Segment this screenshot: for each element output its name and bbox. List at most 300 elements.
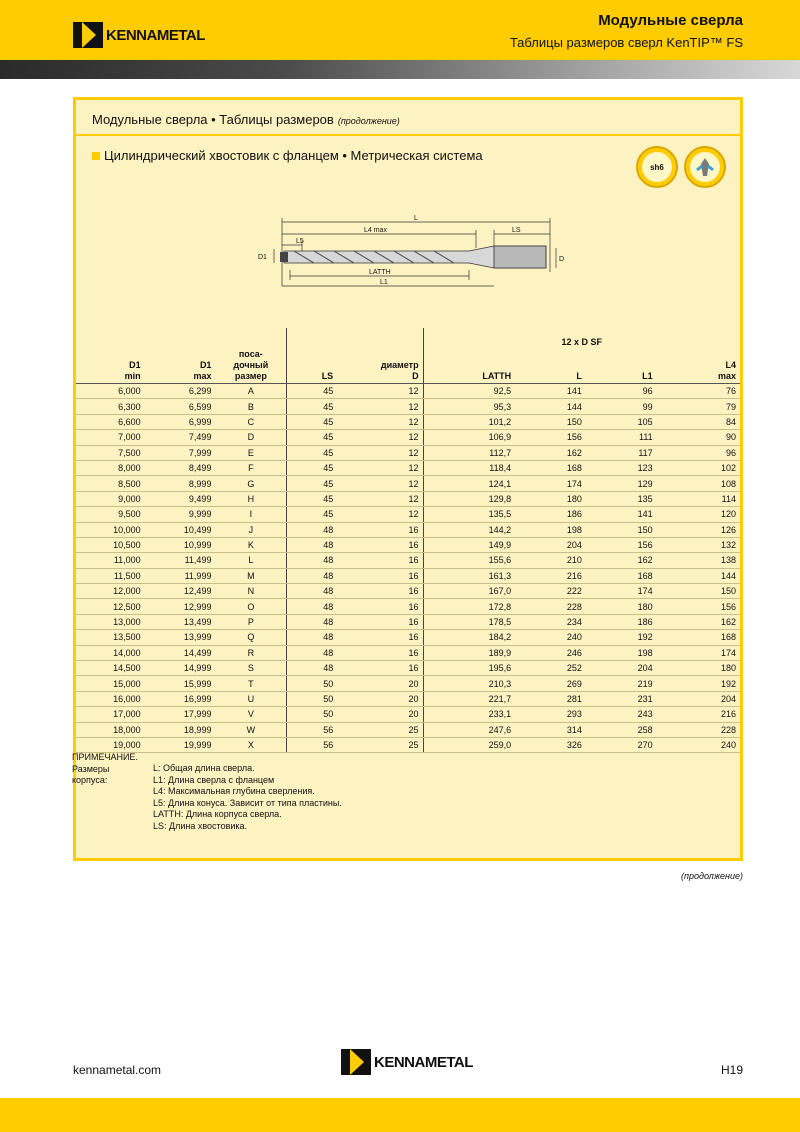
table-cell: 129 (586, 476, 657, 491)
table-cell: 314 (515, 722, 586, 737)
table-cell: U (215, 691, 286, 706)
table-cell: 111 (586, 430, 657, 445)
table-cell: 228 (657, 722, 740, 737)
table-cell: 92,5 (423, 384, 515, 399)
column-header-top: диаметр (380, 360, 419, 370)
table-cell: 7,999 (145, 445, 216, 460)
table-cell: 293 (515, 707, 586, 722)
table-cell: 20 (337, 676, 423, 691)
table-cell: 204 (515, 537, 586, 552)
table-row (76, 707, 740, 722)
logo-text: KENNAMETAL (374, 1053, 473, 1071)
table-cell: 18,000 (76, 722, 145, 737)
table-cell: E (215, 445, 286, 460)
table-cell: 20 (337, 691, 423, 706)
table-cell: 12,499 (145, 584, 216, 599)
table-cell: 45 (287, 384, 337, 399)
table-cell: 48 (287, 614, 337, 629)
table-cell: 198 (515, 522, 586, 537)
table-cell: 7,500 (76, 445, 145, 460)
table-cell: 326 (515, 737, 586, 752)
table-cell: 6,000 (76, 384, 145, 399)
table-cell: 11,000 (76, 553, 145, 568)
table-cell: 16 (337, 584, 423, 599)
table-cell: 12 (337, 430, 423, 445)
table-row (76, 399, 740, 414)
table-cell: 16,000 (76, 691, 145, 706)
table-row (76, 507, 740, 522)
table-cell: 13,500 (76, 630, 145, 645)
table-cell: 281 (515, 691, 586, 706)
table-cell: 14,499 (145, 645, 216, 660)
dim-L1: L1 (380, 279, 388, 286)
table-cell: 156 (515, 430, 586, 445)
table-cell: 192 (657, 676, 740, 691)
header-stripe (0, 60, 800, 79)
column-header-bottom: L (576, 371, 582, 381)
table-row (76, 614, 740, 629)
table-cell: 168 (586, 568, 657, 583)
table-row (76, 430, 740, 445)
table-cell: 180 (657, 661, 740, 676)
table-cell: 204 (586, 661, 657, 676)
footer-url[interactable]: kennametal.com (73, 1063, 162, 1077)
table-cell: 259,0 (423, 737, 515, 752)
table-cell: 162 (515, 445, 586, 460)
table-cell: 258 (586, 722, 657, 737)
badges (636, 146, 726, 188)
table-row (76, 661, 740, 676)
table-cell: 101,2 (423, 414, 515, 429)
column-header-bottom: LS (321, 371, 334, 381)
column-header (287, 349, 337, 384)
table-cell: 12,000 (76, 584, 145, 599)
table-cell: 114 (657, 491, 740, 506)
table-cell: 156 (657, 599, 740, 614)
logo-mark-icon (73, 22, 103, 48)
table-cell: 167,0 (423, 584, 515, 599)
table-cell: 243 (586, 707, 657, 722)
table-cell: 102 (657, 460, 740, 475)
coolant-through-badge-icon (684, 146, 726, 188)
table-row (76, 737, 740, 752)
table-cell: 11,500 (76, 568, 145, 583)
table-cell: 204 (657, 691, 740, 706)
table-cell: 162 (657, 614, 740, 629)
table-cell: 16 (337, 614, 423, 629)
table-cell: 6,299 (145, 384, 216, 399)
table-cell: 16 (337, 553, 423, 568)
table-cell: 216 (515, 568, 586, 583)
dim-L5: L5 (296, 238, 304, 245)
section-title (92, 148, 483, 163)
table-cell: 16 (337, 630, 423, 645)
table-cell: 6,599 (145, 399, 216, 414)
table-cell: 45 (287, 414, 337, 429)
panel-title (92, 112, 400, 127)
table-cell: 84 (657, 414, 740, 429)
table-cell: 222 (515, 584, 586, 599)
table-cell: 240 (657, 737, 740, 752)
column-header (586, 349, 657, 384)
table-cell: 112,7 (423, 445, 515, 460)
table-cell: 186 (586, 614, 657, 629)
table-cell: 270 (586, 737, 657, 752)
table-cell: 50 (287, 691, 337, 706)
table-cell: 168 (515, 460, 586, 475)
table-cell: 156 (586, 537, 657, 552)
table-cell: T (215, 676, 286, 691)
column-header-bottom: min (124, 371, 141, 381)
table-cell: 25 (337, 737, 423, 752)
column-header-top: D1 (199, 360, 212, 370)
table-cell: 186 (515, 507, 586, 522)
table-cell: 45 (287, 460, 337, 475)
table-cell: C (215, 414, 286, 429)
table-cell: 48 (287, 537, 337, 552)
column-header (337, 349, 423, 384)
table-cell: 150 (515, 414, 586, 429)
table-row (76, 645, 740, 660)
table-cell: 6,600 (76, 414, 145, 429)
table-cell: 149,9 (423, 537, 515, 552)
note-lines (153, 763, 342, 832)
table-cell: 48 (287, 584, 337, 599)
table-cell: 99 (586, 399, 657, 414)
table-cell: B (215, 399, 286, 414)
footer-logo (341, 1049, 473, 1075)
table-cell: 48 (287, 553, 337, 568)
table-cell: F (215, 460, 286, 475)
table-row (76, 722, 740, 737)
table-cell: 16 (337, 599, 423, 614)
logo-mark-icon (341, 1049, 371, 1075)
note-line: L: Общая длина сверла. (153, 763, 255, 773)
table-cell: 48 (287, 661, 337, 676)
table-cell: I (215, 507, 286, 522)
table-cell: 15,000 (76, 676, 145, 691)
column-header-top: D1 (129, 360, 141, 370)
table-cell: 9,499 (145, 491, 216, 506)
column-header-top: поса- дочный (233, 349, 269, 370)
table-cell: 168 (657, 630, 740, 645)
table-cell: 198 (586, 645, 657, 660)
table-cell: 129,8 (423, 491, 515, 506)
column-header-bottom: размер (234, 371, 267, 381)
table-cell: 216 (657, 707, 740, 722)
table-cell: V (215, 707, 286, 722)
table-cell: 240 (515, 630, 586, 645)
table-cell: M (215, 568, 286, 583)
column-header (145, 349, 216, 384)
table-cell: 155,6 (423, 553, 515, 568)
drill-diagram (254, 212, 564, 296)
table-cell: 6,999 (145, 414, 216, 429)
column-header-bottom: max (717, 371, 736, 381)
note-line: L5: Длина конуса. Зависит от типа пластины. (153, 797, 342, 808)
column-header (215, 349, 286, 384)
note-line: LS: Длина хвостовика. (153, 820, 248, 831)
table-cell: 45 (287, 507, 337, 522)
dim-L4: L4 max (364, 227, 387, 234)
table-row (76, 568, 740, 583)
panel-title-note: (продолжение) (337, 116, 400, 126)
bullet-square-icon (92, 152, 100, 160)
table-cell: 144 (515, 399, 586, 414)
table-cell: 79 (657, 399, 740, 414)
table-cell: 6,300 (76, 399, 145, 414)
table-cell: 150 (657, 584, 740, 599)
table-cell: 48 (287, 645, 337, 660)
table-cell: 106,9 (423, 430, 515, 445)
table-row (76, 460, 740, 475)
header-title: Модульные сверла (598, 12, 743, 29)
table-cell: 19,000 (76, 737, 145, 752)
badge-label: sh6 (650, 162, 664, 172)
table-cell: 219 (586, 676, 657, 691)
table-cell: 90 (657, 430, 740, 445)
table-cell: 17,999 (145, 707, 216, 722)
table-cell: 10,499 (145, 522, 216, 537)
column-header-top: L4 (725, 360, 736, 370)
table-cell: 16 (337, 522, 423, 537)
table-cell: P (215, 614, 286, 629)
column-header-bottom: LATTH (482, 371, 512, 381)
note-line: L1: Длина сверла с фланцем (153, 774, 275, 785)
table-cell: 48 (287, 630, 337, 645)
table-cell: 13,499 (145, 614, 216, 629)
table-cell: 56 (287, 737, 337, 752)
table-cell: 14,999 (145, 661, 216, 676)
section-title-text: Цилиндрический хвостовик с фланцем • Метрическая система (104, 148, 483, 163)
dim-D: D (559, 256, 564, 263)
table-cell: 14,500 (76, 661, 145, 676)
column-header (423, 349, 515, 384)
table-cell: 192 (586, 630, 657, 645)
table-cell: 141 (586, 507, 657, 522)
table-cell: 174 (657, 645, 740, 660)
table-cell: 48 (287, 568, 337, 583)
table-cell: 234 (515, 614, 586, 629)
table-cell: 11,999 (145, 568, 216, 583)
table-cell: 11,499 (145, 553, 216, 568)
table-cell: A (215, 384, 286, 399)
table-cell: 210 (515, 553, 586, 568)
table-cell: 16,999 (145, 691, 216, 706)
table-cell: 16 (337, 661, 423, 676)
table-cell: N (215, 584, 286, 599)
table-cell: 138 (657, 553, 740, 568)
table-group-header-row (76, 328, 740, 349)
table-cell: 8,000 (76, 460, 145, 475)
table-row (76, 676, 740, 691)
table-cell: 13,999 (145, 630, 216, 645)
table-cell: 108 (657, 476, 740, 491)
table-cell: 16 (337, 645, 423, 660)
table-cell: 233,1 (423, 707, 515, 722)
table-cell: 12 (337, 507, 423, 522)
column-header-bottom: max (193, 371, 212, 381)
table-row (76, 553, 740, 568)
table-cell: H (215, 491, 286, 506)
table-row (76, 414, 740, 429)
table-cell: Q (215, 630, 286, 645)
table-row (76, 599, 740, 614)
table-cell: 56 (287, 722, 337, 737)
table-cell: 45 (287, 491, 337, 506)
table-cell: 13,000 (76, 614, 145, 629)
table-cell: 7,000 (76, 430, 145, 445)
table-cell: 135,5 (423, 507, 515, 522)
table-cell: 135 (586, 491, 657, 506)
column-header-bottom: D (412, 371, 419, 381)
table-cell: D (215, 430, 286, 445)
table-cell: 17,000 (76, 707, 145, 722)
table-cell: K (215, 537, 286, 552)
table-cell: 45 (287, 430, 337, 445)
table-cell: 8,999 (145, 476, 216, 491)
table-cell: O (215, 599, 286, 614)
footer-bar (0, 1098, 800, 1132)
page-number: H19 (720, 1063, 743, 1077)
table-cell: 12 (337, 384, 423, 399)
table-cell: 172,8 (423, 599, 515, 614)
table-cell: 141 (515, 384, 586, 399)
table-cell: 12 (337, 491, 423, 506)
table-cell: 48 (287, 599, 337, 614)
table-cell: 10,999 (145, 537, 216, 552)
table-cell: 180 (515, 491, 586, 506)
table-cell: 16 (337, 537, 423, 552)
table-cell: 150 (586, 522, 657, 537)
table-cell: 25 (337, 722, 423, 737)
table-row (76, 491, 740, 506)
note-line: L4: Максимальная глубина сверления. (153, 786, 315, 796)
table-cell: 174 (586, 584, 657, 599)
dim-L: L (414, 215, 418, 222)
table-cell: 12,500 (76, 599, 145, 614)
table-cell: 15,999 (145, 676, 216, 691)
table-cell: J (215, 522, 286, 537)
table-row (76, 630, 740, 645)
table-cell: 50 (287, 676, 337, 691)
table-cell: 231 (586, 691, 657, 706)
table-cell: 117 (586, 445, 657, 460)
table-row (76, 445, 740, 460)
dimensions-table (76, 328, 740, 753)
table-cell: 105 (586, 414, 657, 429)
table-cell: 126 (657, 522, 740, 537)
table-cell: 144 (657, 568, 740, 583)
table-cell: S (215, 661, 286, 676)
content-panel (73, 97, 743, 861)
table-row (76, 691, 740, 706)
table-row (76, 537, 740, 552)
table-cell: 180 (586, 599, 657, 614)
table-cell: 123 (586, 460, 657, 475)
table-cell: 189,9 (423, 645, 515, 660)
table-cell: 161,3 (423, 568, 515, 583)
table-cell: 269 (515, 676, 586, 691)
table-cell: 9,500 (76, 507, 145, 522)
continued-note: (продолжение) (681, 871, 743, 881)
table-cell: 16 (337, 568, 423, 583)
table-cell: 96 (657, 445, 740, 460)
group-header: 12 x D SF (423, 328, 740, 349)
table-row (76, 584, 740, 599)
table-cell: 178,5 (423, 614, 515, 629)
dim-LATTH: LATTH (369, 269, 391, 276)
table-cell: 14,000 (76, 645, 145, 660)
table-cell: 45 (287, 399, 337, 414)
table-row (76, 476, 740, 491)
table-header-row (76, 349, 740, 384)
table-cell: 132 (657, 537, 740, 552)
table-body (76, 384, 740, 753)
table-row (76, 522, 740, 537)
logo-text: KENNAMETAL (106, 26, 205, 44)
panel-title-text: Модульные сверла • Таблицы размеров (92, 112, 334, 127)
table-cell: 252 (515, 661, 586, 676)
table-cell: 247,6 (423, 722, 515, 737)
table-cell: 96 (586, 384, 657, 399)
table-cell: 10,500 (76, 537, 145, 552)
table-cell: 221,7 (423, 691, 515, 706)
table-cell: 45 (287, 476, 337, 491)
table-cell: 20 (337, 707, 423, 722)
table-cell: 12 (337, 445, 423, 460)
table-cell: 12 (337, 460, 423, 475)
table-cell: 8,500 (76, 476, 145, 491)
table-cell: 162 (586, 553, 657, 568)
table-cell: 18,999 (145, 722, 216, 737)
panel-header (76, 100, 740, 136)
table-cell: 144,2 (423, 522, 515, 537)
table-cell: 50 (287, 707, 337, 722)
table-cell: 48 (287, 522, 337, 537)
table-cell: 246 (515, 645, 586, 660)
column-header (657, 349, 740, 384)
table-cell: 12,999 (145, 599, 216, 614)
table-cell: 7,499 (145, 430, 216, 445)
table-cell: 12 (337, 476, 423, 491)
table-cell: 195,6 (423, 661, 515, 676)
table-cell: X (215, 737, 286, 752)
table-cell: 19,999 (145, 737, 216, 752)
column-header (515, 349, 586, 384)
note-label: ПРИМЕЧАНИЕ. Размеры корпуса: (72, 752, 138, 785)
table-cell: 95,3 (423, 399, 515, 414)
note-line: LATTH: Длина корпуса сверла. (153, 809, 282, 819)
table-cell: R (215, 645, 286, 660)
table-cell: 12 (337, 399, 423, 414)
table-row (76, 384, 740, 399)
table-cell: L (215, 553, 286, 568)
table-cell: 120 (657, 507, 740, 522)
kennametal-logo (73, 22, 205, 48)
header-subtitle: Таблицы размеров сверл KenTIP™ FS (509, 35, 743, 50)
table-cell: 118,4 (423, 460, 515, 475)
table-cell: 8,499 (145, 460, 216, 475)
dim-D1: D1 (258, 254, 267, 261)
column-header (76, 349, 145, 384)
table-cell: 76 (657, 384, 740, 399)
table-cell: 45 (287, 445, 337, 460)
table-cell: G (215, 476, 286, 491)
shank-tolerance-badge-icon (636, 146, 678, 188)
dim-LS: LS (512, 227, 521, 234)
table-cell: 9,000 (76, 491, 145, 506)
